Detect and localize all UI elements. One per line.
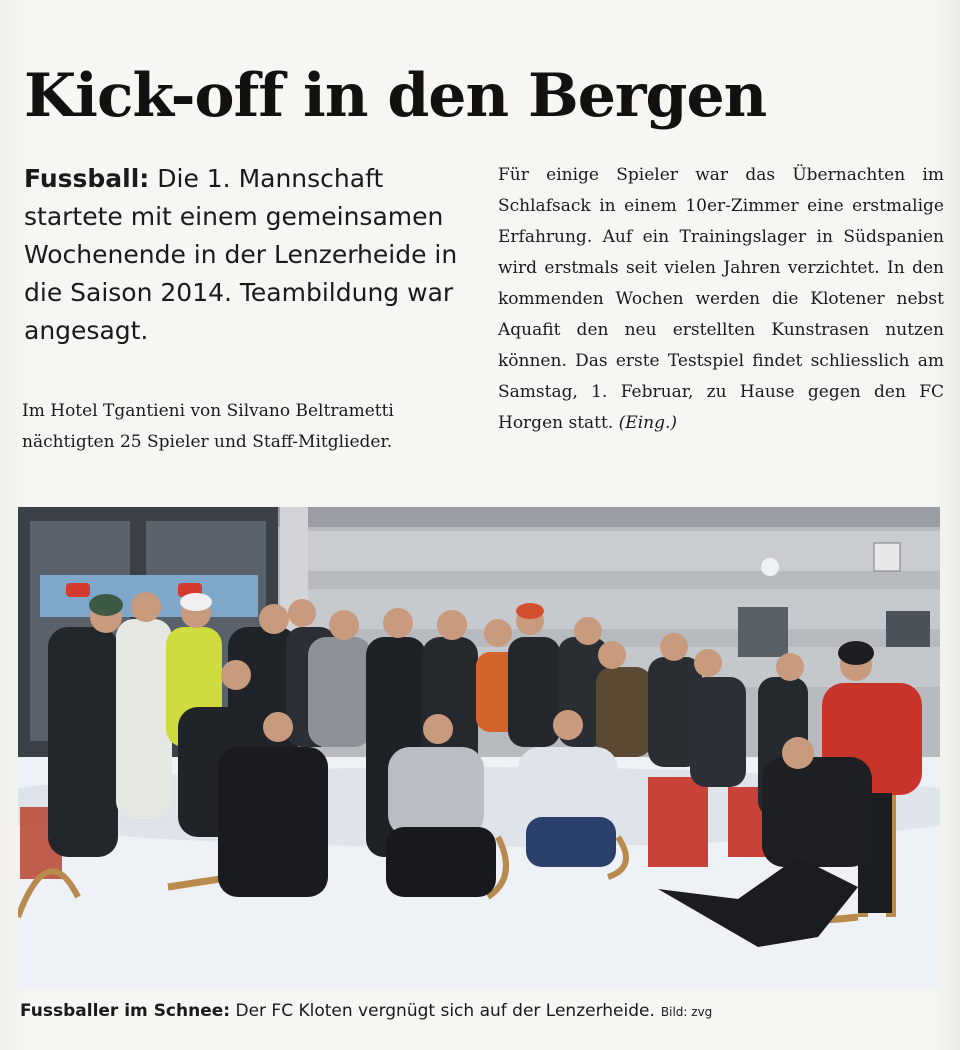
team-photo-icon <box>18 507 940 989</box>
caption-kicker: Fussballer im Schnee: <box>20 1001 231 1021</box>
lead-kicker: Fussball: <box>24 164 150 193</box>
photo-caption <box>20 999 940 1024</box>
headline: Kick-off in den Bergen <box>24 61 767 132</box>
photo-credit: Bild: zvg <box>660 1005 713 1019</box>
body-right-text: Für einige Spieler war das Übernachten im Schlafsack in einem 10er-Zimmer eine erstmalige Erfahrung. Auf ein Trainingslager in Südspanien wird erstmals seit vielen Jahren verzichtet. In den kommenden Wochen werden die Klotener nebst Aquafit den neu erstellten Kunstrasen nutzen können. Das erste Testspiel findet schliesslich am Samstag, 1. Februar, zu Hause gegen den FC Horgen statt. <box>498 165 944 433</box>
team-photo <box>18 507 940 989</box>
caption-text: Der FC Kloten vergnügt sich auf der Lenzerheide. <box>230 1001 655 1021</box>
lead-paragraph <box>24 160 479 350</box>
body-right <box>498 160 944 439</box>
body-left: Im Hotel Tgantieni von Silvano Beltrametti nächtigten 25 Spieler und Staff-Mitglieder. <box>22 401 394 452</box>
lead-text: Die 1. Mannschaft startete mit einem gemeinsamen Wochenende in der Lenzerheide in die Saison 2014. Teambildung war angesagt. <box>24 164 458 345</box>
body-right-credit: (Eing.) <box>618 413 678 433</box>
